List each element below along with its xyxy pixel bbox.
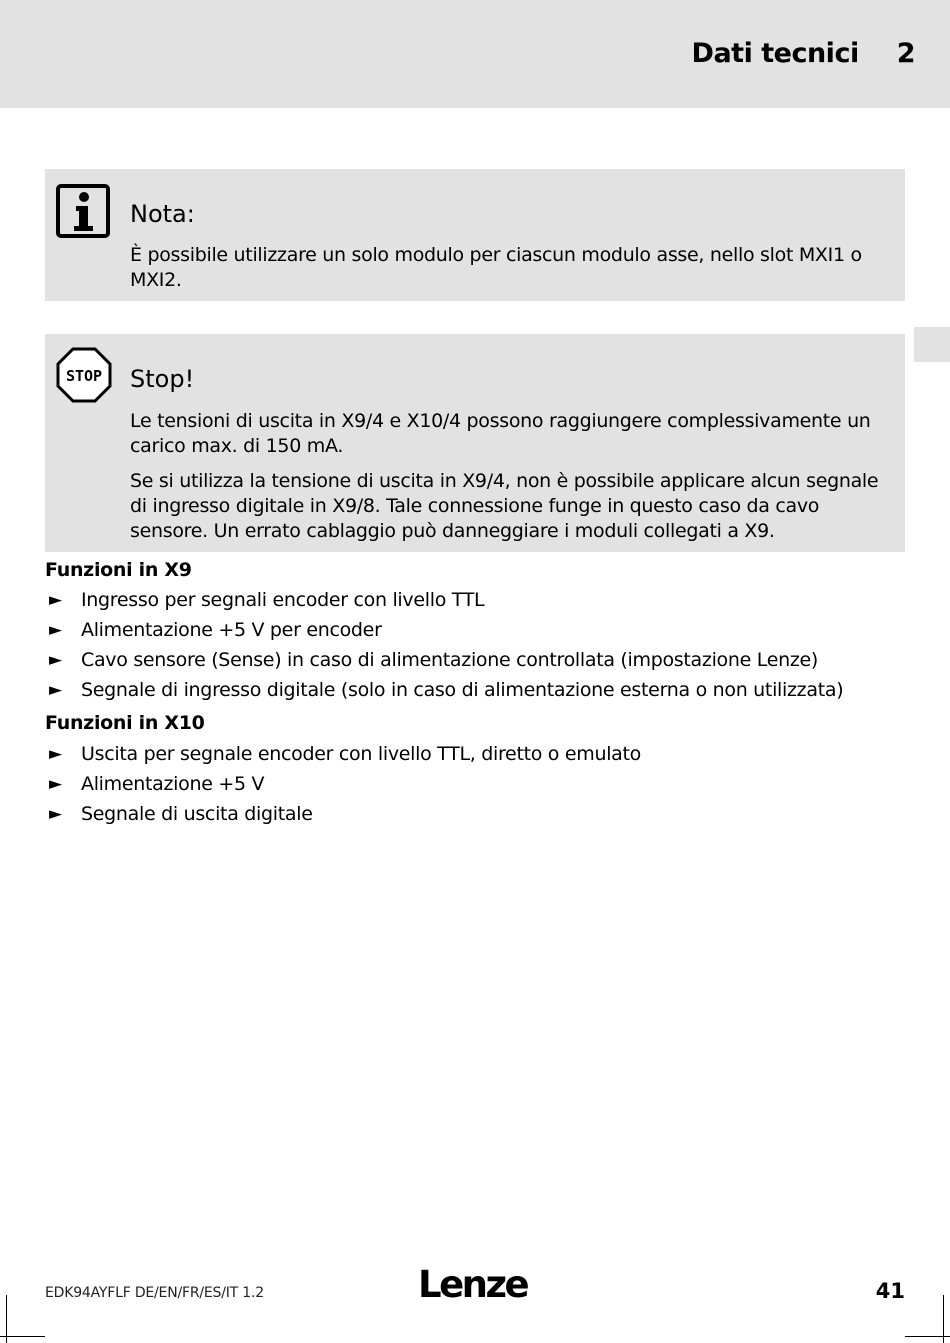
list-item-text: Segnale di uscita digitale <box>81 803 313 825</box>
note-text <box>130 243 900 303</box>
list-item <box>45 675 925 705</box>
list-item-text: Alimentazione +5 V <box>81 773 265 795</box>
list-item <box>45 799 925 829</box>
page-header <box>692 38 915 69</box>
section-heading-x10: Funzioni in X10 <box>45 712 205 734</box>
list-item <box>45 615 925 645</box>
list-item-text: Cavo sensore (Sense) in caso di alimentazione controllata (impostazione Lenze) <box>81 649 819 671</box>
bullet-arrow-icon: ► <box>49 804 62 824</box>
stop-sign-icon <box>56 347 112 407</box>
section-heading-x9: Funzioni in X9 <box>45 559 192 581</box>
bullet-arrow-icon: ► <box>49 744 62 764</box>
list-item <box>45 739 925 769</box>
note-title: Nota: <box>130 200 195 228</box>
note-box <box>45 169 905 301</box>
page-number: 41 <box>875 1279 905 1303</box>
document-id: EDK94AYFLF DE/EN/FR/ES/IT 1.2 <box>45 1285 264 1301</box>
stop-paragraph-2: Se si utilizza la tensione di uscita in X9/4, non è possibile applicare alcun segnale di ingresso digitale in X9/8. Tale connessione funge in questo caso da cavo sensore. Un errato cablaggio può danneggiare i moduli collegati a X9. <box>130 470 879 542</box>
list-item <box>45 585 925 615</box>
stop-box <box>45 334 905 552</box>
list-item-text: Ingresso per segnali encoder con livello TTL <box>81 589 485 611</box>
bullet-list-x9 <box>45 585 925 705</box>
stop-text <box>130 409 900 554</box>
bullet-arrow-icon: ► <box>49 590 62 610</box>
note-paragraph: È possibile utilizzare un solo modulo per ciascun modulo asse, nello slot MXI1 o MXI2. <box>130 244 862 291</box>
stop-title: Stop! <box>130 365 195 393</box>
list-item <box>45 769 925 799</box>
list-item-text: Uscita per segnale encoder con livello TTL, diretto o emulato <box>81 743 642 765</box>
crop-mark <box>6 1295 7 1343</box>
bullet-arrow-icon: ► <box>49 650 62 670</box>
chapter-number: 2 <box>896 38 915 69</box>
list-item <box>45 645 925 675</box>
bullet-arrow-icon: ► <box>49 680 62 700</box>
bullet-list-x10 <box>45 739 925 829</box>
stop-paragraph-1: Le tensioni di uscita in X9/4 e X10/4 possono raggiungere complessivamente un carico max. di 150 mA. <box>130 410 871 457</box>
bullet-arrow-icon: ► <box>49 774 62 794</box>
list-item-text: Segnale di ingresso digitale (solo in caso di alimentazione esterna o non utilizzata) <box>81 679 844 701</box>
crop-mark <box>943 1295 944 1343</box>
lenze-logo: Lenze <box>418 1263 528 1306</box>
info-icon <box>56 184 110 242</box>
list-item-text: Alimentazione +5 V per encoder <box>81 619 382 641</box>
bullet-arrow-icon: ► <box>49 620 62 640</box>
chapter-title: Dati tecnici <box>691 38 859 69</box>
stop-sign-label: STOP <box>65 367 103 385</box>
chapter-side-tab <box>914 327 950 362</box>
